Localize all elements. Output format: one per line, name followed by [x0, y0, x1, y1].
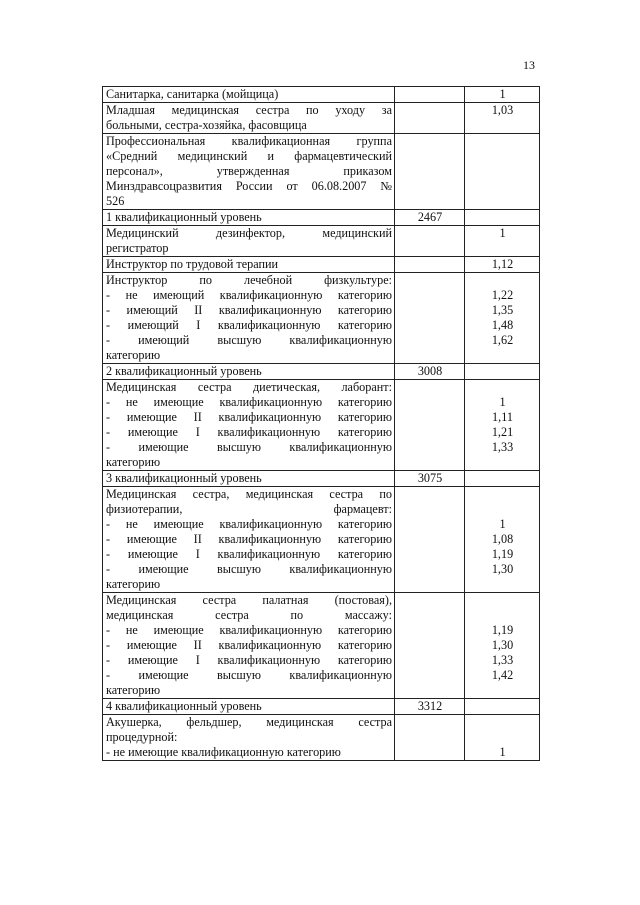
- position-name-cell: [103, 364, 395, 380]
- coefficient-value: 1,19: [491, 623, 514, 637]
- position-name-line: Медицинская сестра, медицинская сестра по: [106, 487, 392, 501]
- position-name-line: 3 квалификационный уровень: [106, 471, 262, 485]
- base-salary-cell: [395, 103, 465, 134]
- table-row: [103, 210, 540, 226]
- position-name-line: персонал», утвержденная приказом: [106, 164, 392, 178]
- coefficient-value: 1,62: [491, 333, 514, 347]
- position-name-cell: [103, 380, 395, 471]
- position-name-line: - имеющие II квалификационную категорию: [106, 532, 392, 546]
- position-name-line: процедурной:: [106, 730, 178, 744]
- coefficient-value: 1,35: [491, 303, 514, 317]
- position-name-line: - не имеющие квалификационную категорию: [106, 623, 392, 637]
- coefficient-value: 1,22: [491, 288, 514, 302]
- table-row: [103, 134, 540, 210]
- position-name-line: Медицинская сестра палатная (постовая),: [106, 593, 392, 607]
- coefficient-cell: [465, 487, 540, 593]
- base-salary-cell: 2467: [395, 210, 465, 226]
- position-name-line: Санитарка, санитарка (мойщица): [106, 87, 279, 101]
- coefficient-value: [468, 730, 537, 745]
- coefficient-value: [468, 608, 537, 623]
- base-salary-cell: [395, 134, 465, 210]
- coefficient-value: 1,48: [491, 318, 514, 332]
- position-name-line: - имеющие I квалификационную категорию: [106, 547, 392, 561]
- position-name-line: регистратор: [106, 241, 169, 255]
- base-salary-cell: [395, 87, 465, 103]
- table-body: [103, 87, 540, 761]
- coefficient-value: 1,33: [491, 440, 514, 454]
- coefficient-value: [468, 715, 537, 730]
- coefficient-cell: [465, 380, 540, 471]
- position-name-line: - имеющие II квалификационную категорию: [106, 410, 392, 424]
- base-salary-cell: 3312: [395, 699, 465, 715]
- position-name-cell: [103, 715, 395, 761]
- base-salary-cell: 3075: [395, 471, 465, 487]
- position-name-cell: [103, 471, 395, 487]
- position-name-line: физиотерапии, фармацевт:: [106, 502, 392, 516]
- coefficient-value: 1: [499, 395, 506, 409]
- coefficient-cell: [465, 699, 540, 715]
- coefficient-cell: [465, 103, 540, 134]
- position-name-line: - имеющие высшую квалификационную: [106, 562, 392, 576]
- position-name-line: - имеющие высшую квалификационную: [106, 668, 392, 682]
- base-salary-cell: 3008: [395, 364, 465, 380]
- coefficient-value: 1,33: [491, 653, 514, 667]
- position-name-line: медицинская сестра по массажу:: [106, 608, 392, 622]
- coefficient-value: 1,21: [491, 425, 514, 439]
- base-salary-cell: [395, 715, 465, 761]
- coefficient-value: 1: [499, 745, 506, 759]
- position-name-cell: [103, 273, 395, 364]
- coefficient-value: [468, 593, 537, 608]
- position-name-line: - не имеющие квалификационную категорию: [106, 745, 341, 759]
- position-name-cell: [103, 226, 395, 257]
- coefficient-value: 1: [499, 517, 506, 531]
- coefficient-value: 1,11: [492, 410, 513, 424]
- position-name-line: - не имеющие квалификационную категорию: [106, 517, 392, 531]
- base-salary-cell: [395, 380, 465, 471]
- table-row: [103, 273, 540, 364]
- coefficient-value: [468, 210, 537, 225]
- coefficient-cell: [465, 257, 540, 273]
- table-row: [103, 593, 540, 699]
- salary-coefficient-table-wrapper: [102, 86, 539, 761]
- position-name-cell: [103, 257, 395, 273]
- position-name-line: - имеющий I квалификационную категорию: [106, 318, 392, 332]
- table-row: [103, 699, 540, 715]
- position-name-line: - не имеющий квалификационную категорию: [106, 288, 392, 302]
- page-number: 13: [523, 58, 535, 72]
- coefficient-cell: [465, 87, 540, 103]
- position-name-line: Инструктор по трудовой терапии: [106, 257, 279, 271]
- coefficient-value: 1,30: [491, 638, 514, 652]
- table-row: [103, 226, 540, 257]
- position-name-cell: [103, 87, 395, 103]
- coefficient-cell: [465, 210, 540, 226]
- base-salary-cell: [395, 487, 465, 593]
- coefficient-cell: [465, 471, 540, 487]
- coefficient-cell: [465, 593, 540, 699]
- position-name-line: - имеющие II квалификационную категорию: [106, 638, 392, 652]
- base-salary-cell: [395, 593, 465, 699]
- position-name-cell: [103, 103, 395, 134]
- coefficient-value: 1,19: [491, 547, 514, 561]
- position-name-cell: [103, 593, 395, 699]
- position-name-line: категорию: [106, 577, 161, 591]
- coefficient-cell: [465, 715, 540, 761]
- base-salary-cell: [395, 257, 465, 273]
- position-name-line: - имеющие I квалификационную категорию: [106, 425, 392, 439]
- coefficient-value: [468, 471, 537, 486]
- table-row: [103, 715, 540, 761]
- position-name-line: Медицинский дезинфектор, медицинский: [106, 226, 392, 240]
- coefficient-value: [468, 380, 537, 395]
- coefficient-value: 1,30: [491, 562, 514, 576]
- coefficient-value: 1,03: [491, 103, 514, 117]
- position-name-line: Инструктор по лечебной физкультуре:: [106, 273, 392, 287]
- position-name-line: 4 квалификационный уровень: [106, 699, 262, 713]
- position-name-line: категорию: [106, 683, 161, 697]
- position-name-line: - имеющие I квалификационную категорию: [106, 653, 392, 667]
- position-name-cell: [103, 699, 395, 715]
- table-row: [103, 471, 540, 487]
- position-name-line: категорию: [106, 455, 161, 469]
- base-salary-cell: [395, 226, 465, 257]
- coefficient-cell: [465, 134, 540, 210]
- base-salary-cell: [395, 273, 465, 364]
- coefficient-value: [468, 699, 537, 714]
- position-name-line: больными, сестра-хозяйка, фасовщица: [106, 118, 307, 132]
- position-name-line: Минздравсоцразвития России от 06.08.2007 №: [106, 179, 392, 193]
- coefficient-value: [468, 134, 537, 149]
- table-row: [103, 103, 540, 134]
- coefficient-cell: [465, 226, 540, 257]
- position-name-line: 1 квалификационный уровень: [106, 210, 262, 224]
- table-row: [103, 87, 540, 103]
- coefficient-value: 1,42: [491, 668, 514, 682]
- table-row: [103, 257, 540, 273]
- table-row: [103, 364, 540, 380]
- table-row: [103, 487, 540, 593]
- position-name-line: - имеющий высшую квалификационную: [106, 333, 392, 347]
- position-name-line: Младшая медицинская сестра по уходу за: [106, 103, 392, 117]
- position-name-line: Медицинская сестра диетическая, лаборант:: [106, 380, 392, 394]
- position-name-cell: [103, 134, 395, 210]
- coefficient-value: [468, 273, 537, 288]
- position-name-line: 526: [106, 194, 125, 208]
- coefficient-cell: [465, 364, 540, 380]
- coefficient-value: 1,12: [491, 257, 514, 271]
- table-row: [103, 380, 540, 471]
- position-name-line: - имеющие высшую квалификационную: [106, 440, 392, 454]
- position-name-line: Акушерка, фельдшер, медицинская сестра: [106, 715, 392, 729]
- position-name-line: Профессиональная квалификационная группа: [106, 134, 392, 148]
- position-name-line: - не имеющие квалификационную категорию: [106, 395, 392, 409]
- position-name-line: - имеющий II квалификационную категорию: [106, 303, 392, 317]
- position-name-line: «Средний медицинский и фармацевтический: [106, 149, 392, 163]
- coefficient-value: 1: [499, 87, 506, 101]
- coefficient-value: 1,08: [491, 532, 514, 546]
- coefficient-value: [468, 502, 537, 517]
- position-name-line: 2 квалификационный уровень: [106, 364, 262, 378]
- position-name-cell: [103, 210, 395, 226]
- salary-coefficient-table: [102, 86, 540, 761]
- position-name-cell: [103, 487, 395, 593]
- coefficient-value: 1: [499, 226, 506, 240]
- coefficient-value: [468, 364, 537, 379]
- coefficient-value: [468, 487, 537, 502]
- coefficient-cell: [465, 273, 540, 364]
- position-name-line: категорию: [106, 348, 161, 362]
